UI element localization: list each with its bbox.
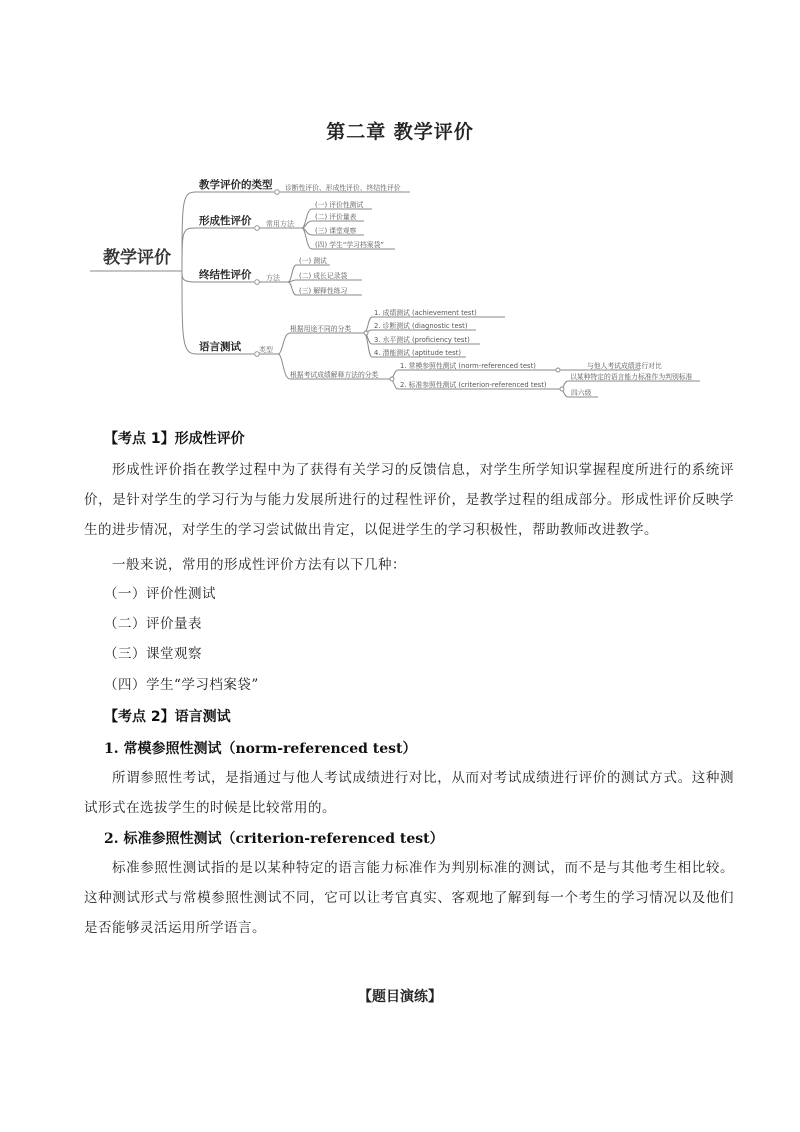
mindmap-formative-item: (一) 评价性测试 bbox=[315, 201, 364, 209]
mindmap-formative-connector: 常用方法 bbox=[266, 220, 294, 228]
mindmap-node-formative: 形成性评价 bbox=[199, 215, 252, 227]
mindmap-criterion-note: 以某种特定的语言能力标准作为判别标准 bbox=[570, 373, 693, 381]
section1-item: （二）评价量表 bbox=[104, 616, 202, 632]
section1-intro: 一般来说，常用的形成性评价方法有以下几种： bbox=[112, 557, 406, 573]
mindmap-criterion-test: 2. 标准参照性测试 (criterion-referenced test) bbox=[400, 381, 547, 389]
section1-item: （一）评价性测试 bbox=[104, 586, 216, 602]
mindmap-purpose-item: 2. 诊断测试 (diagnostic test) bbox=[374, 322, 468, 330]
section1-item: （三）课堂观察 bbox=[104, 646, 202, 662]
mindmap-summative-connector: 方法 bbox=[266, 274, 280, 282]
section1-paragraph: 形成性评价指在教学过程中为了获得有关学习的反馈信息，对学生所学知识掌握程度所进行的系统评价，是针对学生的学习行为与能力发展所进行的过程性评价，是教学过程的组成部分。形成性评价反映学生的进步情况，对学生的学习尝试做出肯定，以促进学生的学习积极性，帮助教师改进教学。 bbox=[84, 462, 734, 538]
mindmap-summative-item: (一) 测试 bbox=[299, 257, 327, 265]
mindmap-language-connector: 类型 bbox=[259, 346, 273, 354]
section2-heading: 【考点 2】语言测试 bbox=[104, 709, 231, 725]
mindmap-node-summative: 终结性评价 bbox=[199, 269, 252, 281]
mindmap-norm-note: 与他人考试成绩进行对比 bbox=[587, 362, 662, 370]
mindmap-types-detail: 诊断性评价、形成性评价、终结性评价 bbox=[285, 184, 401, 192]
mindmap-purpose-item: 4. 潜能测试 (aptitude test) bbox=[374, 349, 462, 357]
mindmap-norm-test: 1. 常模参照性测试 (norm-referenced test) bbox=[400, 362, 536, 370]
section1-heading: 【考点 1】形成性评价 bbox=[104, 431, 245, 447]
page-title: 第二章 教学评价 bbox=[326, 121, 474, 143]
mindmap-summative-item: (二) 成长记录袋 bbox=[299, 272, 348, 280]
mindmap-purpose-item: 1. 成绩测试 (achievement test) bbox=[374, 309, 477, 317]
section2-para2: 标准参照性测试指的是以某种特定的语言能力标准作为判别标准的测试，而不是与其他考生相比较。这种测试形式与常模参照性测试不同，它可以让考官真实、客观地了解到每一个考生的学习情况以及他们是否能够灵活运用所学语言。 bbox=[84, 860, 734, 936]
mindmap-by-purpose: 根据用途不同的分类 bbox=[290, 325, 352, 333]
mindmap-summative-item: (三) 解释性练习 bbox=[299, 287, 348, 295]
section1-item: （四）学生“学习档案袋” bbox=[104, 677, 259, 693]
mindmap-formative-item: (四) 学生“学习档案袋” bbox=[315, 241, 384, 249]
mindmap-node-types: 教学评价的类型 bbox=[199, 179, 273, 191]
mindmap-node-language-test: 语言测试 bbox=[199, 341, 241, 353]
mindmap-purpose-item: 3. 水平测试 (proficiency test) bbox=[374, 336, 470, 344]
mindmap-root: 教学评价 bbox=[103, 248, 171, 268]
section2-sub2: 2. 标准参照性测试（criterion-referenced test） bbox=[104, 831, 444, 847]
mindmap-criterion-example: 四六级 bbox=[571, 389, 592, 397]
practice-heading: 【题目演练】 bbox=[358, 989, 442, 1005]
mindmap-formative-item: (三) 课堂观察 bbox=[315, 227, 357, 235]
section2-sub1: 1. 常模参照性测试（norm-referenced test） bbox=[104, 741, 417, 757]
section2-para1: 所谓参照性考试，是指通过与他人考试成绩进行对比，从而对考试成绩进行评价的测试方式。这种测试形式在选拔学生的时候是比较常用的。 bbox=[84, 770, 734, 816]
mindmap-by-interpretation: 根据考试成绩解释方法的分类 bbox=[290, 371, 379, 379]
mindmap-formative-item: (二) 评价量表 bbox=[315, 213, 357, 221]
